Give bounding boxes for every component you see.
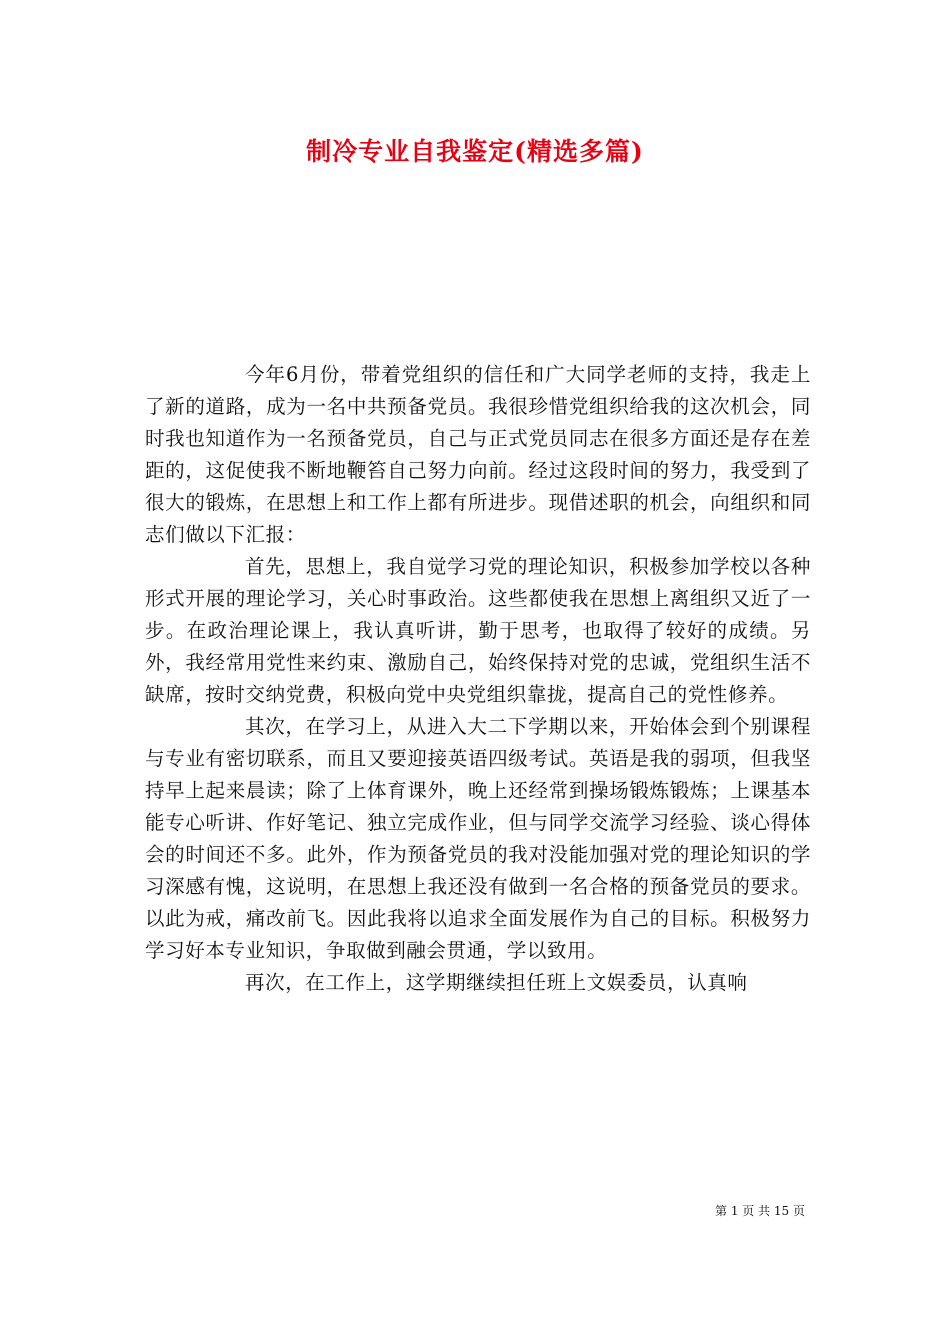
paragraph: 今年6月份，带着党组织的信任和广大同学老师的支持，我走上了新的道路，成为一名中共预备党员。我很珍惜党组织给我的这次机会，同时我也知道作为一名预备党员，自己与正式党员同志在很多方面还是存在差距的，这促使我不断地鞭笞自己努力向前。经过这段时间的努力，我受到了很大的锻炼，在思想上和工作上都有所进步。现借述职的机会，向组织和同志们做以下汇报： — [145, 363, 811, 546]
document-title: 制冷专业自我鉴定(精选多篇) — [306, 137, 644, 166]
paragraph: 再次，在工作上，这学期继续担任班上文娱委员，认真响 — [245, 971, 748, 994]
page-number: 第 1 页 共 15 页 — [715, 1204, 805, 1218]
paragraph: 首先，思想上，我自觉学习党的理论知识，积极参加学校以各种形式开展的理论学习，关心时事政治。这些都使我在思想上离组织又近了一步。在政治理论课上，我认真听讲，勤于思考，也取得了较好的成绩。另外，我经常用党性来约束、激励自己，始终保持对党的忠诚，党组织生活不缺席，按时交纳党费，积极向党中央党组织靠拢，提高自己的党性修养。 — [145, 555, 811, 706]
paragraph: 其次，在学习上，从进入大二下学期以来，开始体会到个别课程与专业有密切联系，而且又要迎接英语四级考试。英语是我的弱项，但我坚持早上起来晨读；除了上体育课外，晚上还经常到操场锻炼锻炼；上课基本能专心听讲、作好笔记、独立完成作业，但与同学交流学习经验、谈心得体会的时间还不多。此外，作为预备党员的我对没能加强对党的理论知识的学习深感有愧，这说明，在思想上我还没有做到一名合格的预备党员的要求。以此为戒，痛改前飞。因此我将以追求全面发展作为自己的目标。积极努力学习好本专业知识，争取做到融会贯通，学以致用。 — [145, 715, 811, 962]
document-body — [145, 359, 811, 999]
